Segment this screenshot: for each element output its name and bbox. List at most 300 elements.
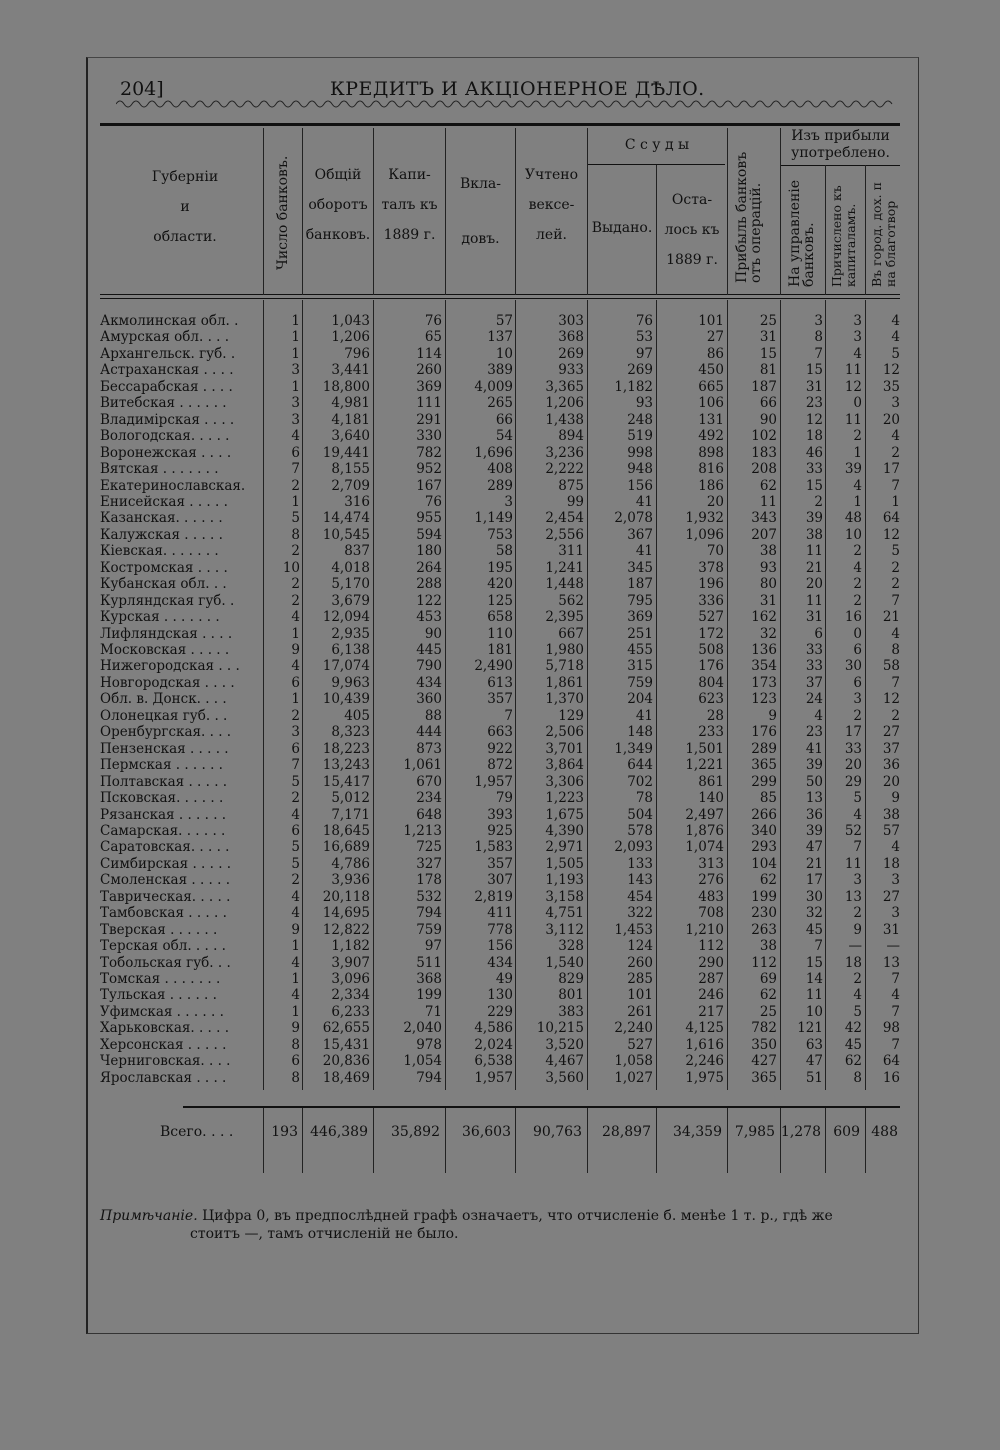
table-cell: 16 <box>882 1069 900 1086</box>
province-name: Олонецкая губ. . . <box>100 707 228 724</box>
table-cell: 260 <box>416 362 442 379</box>
table-cell: 360 <box>416 691 442 708</box>
table-cell: 50 <box>805 773 823 790</box>
province-name: Тобольская губ. . . <box>100 954 231 971</box>
province-name: Лифляндская . . . . <box>100 625 233 642</box>
table-cell: 3,936 <box>331 872 370 889</box>
table-cell: 10,215 <box>536 1020 584 1037</box>
table-cell: 9 <box>291 1020 300 1037</box>
table-cell: 2,454 <box>545 510 584 527</box>
col-line <box>727 128 728 295</box>
table-cell: 6 <box>291 444 300 461</box>
table-cell: 2,935 <box>331 625 370 642</box>
table-cell: — <box>848 938 862 955</box>
province-name: Уфимская . . . . . . <box>100 1003 224 1020</box>
table-cell: 13 <box>805 790 823 807</box>
table-cell: 782 <box>416 444 442 461</box>
province-name: Пензенская . . . . . <box>100 740 229 757</box>
table-cell: 39 <box>844 461 862 478</box>
table-cell: 3,701 <box>545 740 584 757</box>
table-cell: 5,170 <box>331 576 370 593</box>
table-cell: 1,505 <box>545 855 584 872</box>
table-cell: 1,370 <box>545 691 584 708</box>
table-cell: 1,453 <box>614 921 653 938</box>
table-cell: 4 <box>291 888 300 905</box>
table-cell: 25 <box>759 1003 777 1020</box>
table-cell: 315 <box>627 658 653 675</box>
table-cell: 2,395 <box>545 609 584 626</box>
total-cell: 488 <box>871 1124 898 1140</box>
col-line <box>263 1108 264 1173</box>
table-cell: 76 <box>635 313 653 329</box>
table-cell: 4,751 <box>545 905 584 922</box>
table-cell: 978 <box>416 1036 442 1053</box>
table-cell: 58 <box>495 543 513 560</box>
table-cell: 6,538 <box>474 1053 513 1070</box>
province-name: Томская . . . . . . . <box>100 971 221 987</box>
table-cell: 33 <box>805 642 823 658</box>
province-name: Костромская . . . . <box>100 559 228 576</box>
table-cell: 955 <box>416 510 442 527</box>
table-cell: 12,822 <box>322 921 370 938</box>
table-cell: 260 <box>627 954 653 971</box>
table-cell: 357 <box>487 855 513 872</box>
table-cell: 11 <box>844 855 862 872</box>
table-cell: 63 <box>805 1036 823 1053</box>
table-cell: 46 <box>805 444 823 461</box>
table-cell: 1,861 <box>545 674 584 691</box>
table-top-rule <box>100 123 900 126</box>
table-cell: 136 <box>751 642 777 658</box>
table-cell: 9 <box>891 790 900 807</box>
province-name: Смоленская . . . . . <box>100 872 230 889</box>
table-cell: 140 <box>698 790 724 807</box>
table-cell: 19,441 <box>322 444 370 461</box>
table-cell: 4,586 <box>474 1020 513 1037</box>
table-cell: 289 <box>751 740 777 757</box>
table-cell: 102 <box>751 428 777 445</box>
table-cell: 434 <box>416 674 442 691</box>
table-cell: 759 <box>416 921 442 938</box>
table-cell: 367 <box>627 526 653 543</box>
table-cell: 81 <box>759 362 777 379</box>
table-cell: 33 <box>844 740 862 757</box>
table-cell: 3,365 <box>545 378 584 395</box>
table-cell: 62 <box>759 477 777 494</box>
table-cell: 3 <box>291 395 300 412</box>
province-name: Казанская. . . . . . <box>100 510 223 527</box>
table-cell: 861 <box>698 773 724 790</box>
table-cell: 11 <box>805 987 823 1004</box>
province-name: Полтавская . . . . . <box>100 773 228 790</box>
table-cell: 9 <box>768 707 777 724</box>
table-cell: 30 <box>844 658 862 675</box>
table-cell: 3,907 <box>331 954 370 971</box>
table-cell: 9 <box>291 642 300 658</box>
table-cell: 816 <box>698 461 724 478</box>
table-cell: 6 <box>814 625 823 642</box>
table-cell: 670 <box>416 773 442 790</box>
table-cell: 2 <box>853 576 862 593</box>
table-cell: 2 <box>891 559 900 576</box>
province-name: Вологодская. . . . . <box>100 428 230 445</box>
table-cell: 10 <box>805 1003 823 1020</box>
table-cell: 20,118 <box>322 888 370 905</box>
table-cell: 130 <box>487 987 513 1004</box>
table-cell: 24 <box>805 691 823 708</box>
table-cell: 6 <box>291 674 300 691</box>
table-cell: 933 <box>558 362 584 379</box>
table-cell: 336 <box>698 592 724 609</box>
table-cell: 350 <box>751 1036 777 1053</box>
table-cell: 2 <box>853 428 862 445</box>
table-cell: 76 <box>424 313 442 329</box>
province-name: Нижегородская . . . <box>100 658 240 675</box>
table-cell: 17 <box>844 724 862 741</box>
table-cell: 21 <box>805 559 823 576</box>
table-cell: 32 <box>759 625 777 642</box>
table-cell: 71 <box>424 1003 442 1020</box>
table-cell: 110 <box>487 625 513 642</box>
table-cell: 17 <box>882 461 900 478</box>
province-name: Кубанская обл. . . <box>100 576 227 593</box>
table-cell: 62 <box>844 1053 862 1070</box>
table-cell: 2,222 <box>545 461 584 478</box>
table-cell: 3 <box>891 395 900 412</box>
table-cell: 11 <box>805 543 823 560</box>
table-cell: 18,800 <box>322 378 370 395</box>
table-cell: 2,246 <box>685 1053 724 1070</box>
header-used-of: Изъ прибыли употреблено. <box>791 128 890 161</box>
table-cell: 195 <box>487 559 513 576</box>
table-cell: 234 <box>416 790 442 807</box>
table-cell: 131 <box>698 411 724 428</box>
table-cell: 1,223 <box>545 790 584 807</box>
table-cell: 658 <box>487 609 513 626</box>
table-cell: 4 <box>891 329 900 346</box>
table-cell: 316 <box>344 493 370 510</box>
table-cell: 519 <box>627 428 653 445</box>
table-cell: 708 <box>698 905 724 922</box>
total-cell: 36,603 <box>462 1124 511 1140</box>
table-cell: 2,709 <box>331 477 370 494</box>
table-cell: 368 <box>558 329 584 346</box>
table-cell: 233 <box>698 724 724 741</box>
table-cell: 41 <box>635 543 653 560</box>
table-cell: 5 <box>291 855 300 872</box>
table-cell: 801 <box>558 987 584 1004</box>
table-cell: 2,078 <box>614 510 653 527</box>
profit-sub-rule <box>780 165 900 166</box>
table-cell: 14,695 <box>322 905 370 922</box>
province-name: Московская . . . . . <box>100 642 230 658</box>
table-cell: 4,786 <box>331 855 370 872</box>
table-cell: 38 <box>759 938 777 955</box>
table-cell: 20 <box>805 576 823 593</box>
header-loans: С с у д ы <box>624 137 690 153</box>
table-cell: 1,061 <box>403 757 442 774</box>
table-cell: 4 <box>291 987 300 1004</box>
table-cell: 9 <box>853 921 862 938</box>
table-cell: 5 <box>853 790 862 807</box>
table-cell: 47 <box>805 839 823 856</box>
table-cell: 420 <box>487 576 513 593</box>
province-name: Новгородская . . . . <box>100 674 235 691</box>
table-cell: 4 <box>853 345 862 362</box>
table-cell: 2 <box>853 592 862 609</box>
table-cell: 1,957 <box>474 773 513 790</box>
table-cell: 873 <box>416 740 442 757</box>
table-cell: 1,540 <box>545 954 584 971</box>
province-name: Амурская обл. . . . <box>100 329 230 346</box>
table-cell: 41 <box>635 707 653 724</box>
col-line <box>302 1108 303 1173</box>
table-cell: 2,506 <box>545 724 584 741</box>
table-cell: 753 <box>487 526 513 543</box>
province-name: Тульская . . . . . . <box>100 987 217 1004</box>
table-cell: 411 <box>487 905 513 922</box>
table-cell: 3 <box>291 724 300 741</box>
total-label: Всего. . . . <box>160 1124 234 1140</box>
table-cell: 69 <box>759 971 777 987</box>
table-cell: 37 <box>882 740 900 757</box>
table-cell: 4 <box>853 477 862 494</box>
table-cell: 340 <box>751 822 777 839</box>
table-cell: 3 <box>504 493 513 510</box>
table-cell: 32 <box>805 905 823 922</box>
table-cell: 10,545 <box>322 526 370 543</box>
table-cell: 5 <box>891 345 900 362</box>
table-cell: 41 <box>805 740 823 757</box>
table-cell: 31 <box>805 378 823 395</box>
table-cell: 18,645 <box>322 822 370 839</box>
table-cell: 4,009 <box>474 378 513 395</box>
header-turnover: Общій оборотъ банковъ. <box>305 167 371 243</box>
table-cell: 101 <box>698 313 724 329</box>
table-cell: 4 <box>853 559 862 576</box>
table-cell: 58 <box>882 658 900 675</box>
table-cell: 62 <box>759 987 777 1004</box>
table-cell: 122 <box>416 592 442 609</box>
col-line <box>263 128 264 295</box>
table-cell: 796 <box>344 345 370 362</box>
table-cell: 133 <box>627 855 653 872</box>
footnote-label: Примѣчаніе. <box>100 1208 198 1224</box>
table-cell: 1 <box>291 493 300 510</box>
table-cell: 6 <box>291 822 300 839</box>
province-name: Черниговская. . . . <box>100 1053 231 1070</box>
table-cell: 804 <box>698 674 724 691</box>
table-cell: 5 <box>291 839 300 856</box>
table-cell: 172 <box>698 625 724 642</box>
table-cell: 129 <box>558 707 584 724</box>
table-cell: 1 <box>291 625 300 642</box>
table-cell: 1,583 <box>474 839 513 856</box>
table-cell: 3 <box>291 411 300 428</box>
table-cell: 20,836 <box>322 1053 370 1070</box>
table-cell: 427 <box>751 1053 777 1070</box>
table-cell: 2,024 <box>474 1036 513 1053</box>
table-cell: 18 <box>844 954 862 971</box>
table-cell: 64 <box>882 510 900 527</box>
table-cell: 665 <box>698 378 724 395</box>
table-cell: 6 <box>291 740 300 757</box>
table-cell: 11 <box>805 592 823 609</box>
table-cell: 948 <box>627 461 653 478</box>
table-cell: 20 <box>844 757 862 774</box>
col-line <box>515 1108 516 1173</box>
header-bottom-rule-2 <box>100 298 900 299</box>
table-cell: 1,210 <box>685 921 724 938</box>
table-cell: 15 <box>805 362 823 379</box>
table-cell: 393 <box>487 806 513 823</box>
table-cell: 2 <box>291 576 300 593</box>
header-province: Губерніи и области. <box>151 169 219 245</box>
table-cell: 3 <box>853 313 862 329</box>
table-cell: 143 <box>627 872 653 889</box>
table-cell: 80 <box>759 576 777 593</box>
header-city: Въ город. дох. п на благотвор <box>869 182 898 287</box>
table-cell: 12,094 <box>322 609 370 626</box>
table-cell: 369 <box>627 609 653 626</box>
table-cell: 36 <box>805 806 823 823</box>
total-cell: 28,897 <box>602 1124 651 1140</box>
table-cell: 37 <box>805 674 823 691</box>
table-cell: 4,390 <box>545 822 584 839</box>
table-cell: 7 <box>891 1003 900 1020</box>
table-cell: 187 <box>751 378 777 395</box>
table-cell: 1,054 <box>403 1053 442 1070</box>
table-cell: 1,932 <box>685 510 724 527</box>
table-cell: 5,012 <box>331 790 370 807</box>
province-name: Тамбовская . . . . . <box>100 905 227 922</box>
col-line <box>825 1108 826 1173</box>
table-cell: 42 <box>844 1020 862 1037</box>
table-cell: 111 <box>416 395 442 412</box>
table-cell: 167 <box>416 477 442 494</box>
table-cell: 7,171 <box>331 806 370 823</box>
table-cell: 623 <box>698 691 724 708</box>
table-cell: 1,206 <box>331 329 370 346</box>
table-cell: 1,182 <box>614 378 653 395</box>
table-cell: 3,112 <box>545 921 584 938</box>
table-cell: 3,864 <box>545 757 584 774</box>
table-cell: 1,675 <box>545 806 584 823</box>
table-cell: 176 <box>751 724 777 741</box>
table-cell: 11 <box>844 362 862 379</box>
table-cell: 57 <box>495 313 513 329</box>
province-name: Курская . . . . . . . <box>100 609 220 626</box>
table-cell: 369 <box>416 378 442 395</box>
table-cell: 1,448 <box>545 576 584 593</box>
table-cell: 290 <box>698 954 724 971</box>
table-cell: 1 <box>291 971 300 987</box>
table-cell: 52 <box>844 822 862 839</box>
table-cell: 4 <box>891 987 900 1004</box>
table-cell: 444 <box>416 724 442 741</box>
table-cell: 291 <box>416 411 442 428</box>
table-cell: 1 <box>853 444 862 461</box>
table-cell: 389 <box>487 362 513 379</box>
table-cell: 3 <box>891 905 900 922</box>
table-cell: 1 <box>853 493 862 510</box>
table-cell: 156 <box>627 477 653 494</box>
table-cell: 594 <box>416 526 442 543</box>
table-cell: 123 <box>751 691 777 708</box>
table-cell: 3 <box>853 329 862 346</box>
province-name: Пермская . . . . . . <box>100 757 223 774</box>
col-line <box>825 165 826 295</box>
table-cell: 207 <box>751 526 777 543</box>
table-cell: 269 <box>558 345 584 362</box>
table-cell: 217 <box>698 1003 724 1020</box>
table-cell: 97 <box>635 345 653 362</box>
province-name: Калужская . . . . . <box>100 526 223 543</box>
table-cell: 492 <box>698 428 724 445</box>
table-cell: 85 <box>759 790 777 807</box>
table-cell: 4,018 <box>331 559 370 576</box>
table-cell: 18 <box>805 428 823 445</box>
table-cell: 3,679 <box>331 592 370 609</box>
table-cell: 54 <box>495 428 513 445</box>
table-cell: 1,876 <box>685 822 724 839</box>
table-cell: 1 <box>291 691 300 708</box>
table-cell: 354 <box>751 658 777 675</box>
page-number: 204] <box>120 78 164 100</box>
table-cell: 1,975 <box>685 1069 724 1086</box>
table-cell: 39 <box>805 822 823 839</box>
table-cell: 33 <box>805 461 823 478</box>
table-cell: 23 <box>805 724 823 741</box>
header-bills: Учтено вексе- лей. <box>524 167 579 243</box>
table-cell: 8 <box>853 1069 862 1086</box>
table-cell: 453 <box>416 609 442 626</box>
table-cell: 178 <box>416 872 442 889</box>
table-cell: 53 <box>635 329 653 346</box>
table-cell: 31 <box>759 592 777 609</box>
table-cell: 345 <box>627 559 653 576</box>
table-cell: 648 <box>416 806 442 823</box>
table-cell: 1,438 <box>545 411 584 428</box>
table-cell: 1,501 <box>685 740 724 757</box>
table-cell: 4,125 <box>685 1020 724 1037</box>
table-cell: 3 <box>853 872 862 889</box>
table-cell: 41 <box>635 493 653 510</box>
table-cell: 276 <box>698 872 724 889</box>
table-cell: 11 <box>759 493 777 510</box>
table-cell: 311 <box>558 543 584 560</box>
table-cell: 511 <box>416 954 442 971</box>
table-cell: 4,467 <box>545 1053 584 1070</box>
total-cell: 34,359 <box>673 1124 722 1140</box>
table-cell: 613 <box>487 674 513 691</box>
table-cell: 31 <box>882 921 900 938</box>
table-cell: 57 <box>882 822 900 839</box>
table-cell: 1,213 <box>403 822 442 839</box>
total-cell: 1,278 <box>780 1124 821 1140</box>
table-cell: 99 <box>566 493 584 510</box>
table-cell: 5 <box>853 1003 862 1020</box>
table-cell: 33 <box>805 658 823 675</box>
table-cell: 78 <box>635 790 653 807</box>
col-line <box>587 1108 588 1173</box>
table-cell: 508 <box>698 642 724 658</box>
table-cell: 408 <box>487 461 513 478</box>
table-cell: 186 <box>698 477 724 494</box>
table-cell: 4 <box>891 625 900 642</box>
table-cell: 313 <box>698 855 724 872</box>
table-cell: 330 <box>416 428 442 445</box>
